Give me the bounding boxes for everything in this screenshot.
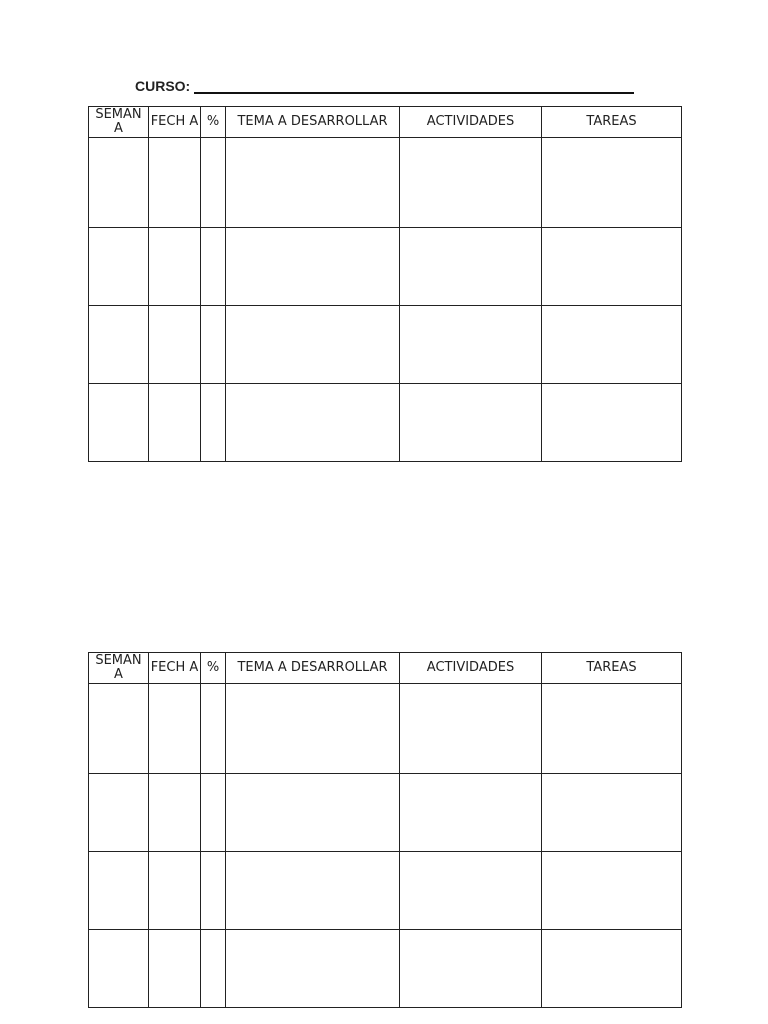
column-header-tareas: TAREAS: [542, 653, 682, 684]
cell-fecha[interactable]: [149, 774, 201, 852]
cell-actividades[interactable]: [400, 930, 542, 1008]
column-header-fecha: FECH A: [149, 107, 201, 138]
cell-actividades[interactable]: [400, 228, 542, 306]
column-header-semana: SEMAN A: [89, 107, 149, 138]
column-header-tema: TEMA A DESARROLLAR: [226, 107, 400, 138]
table-row: [89, 228, 682, 306]
cell-semana[interactable]: [89, 930, 149, 1008]
table-row: [89, 852, 682, 930]
cell-porcentaje[interactable]: [201, 138, 226, 228]
curso-label: CURSO:: [135, 78, 191, 94]
table-header-row: [89, 653, 682, 684]
cell-fecha[interactable]: [149, 306, 201, 384]
cell-porcentaje[interactable]: [201, 228, 226, 306]
cell-tema[interactable]: [226, 384, 400, 462]
cell-actividades[interactable]: [400, 138, 542, 228]
cell-fecha[interactable]: [149, 384, 201, 462]
curso-blank-line[interactable]: [194, 80, 634, 94]
cell-tareas[interactable]: [542, 684, 682, 774]
column-header-semana: SEMAN A: [89, 653, 149, 684]
table-row: [89, 930, 682, 1008]
cell-fecha[interactable]: [149, 930, 201, 1008]
cell-semana[interactable]: [89, 138, 149, 228]
cell-tareas[interactable]: [542, 852, 682, 930]
cell-actividades[interactable]: [400, 774, 542, 852]
cell-tareas[interactable]: [542, 138, 682, 228]
cell-porcentaje[interactable]: [201, 774, 226, 852]
table-row: [89, 138, 682, 228]
cell-porcentaje[interactable]: [201, 384, 226, 462]
column-header-actividades: ACTIVIDADES: [400, 107, 542, 138]
planning-table-2: [88, 652, 682, 1008]
cell-actividades[interactable]: [400, 684, 542, 774]
table-row: [89, 684, 682, 774]
column-header-porcentaje: %: [201, 107, 226, 138]
cell-tareas[interactable]: [542, 930, 682, 1008]
cell-tema[interactable]: [226, 930, 400, 1008]
table-header-row: [89, 107, 682, 138]
cell-tema[interactable]: [226, 774, 400, 852]
cell-fecha[interactable]: [149, 228, 201, 306]
cell-semana[interactable]: [89, 384, 149, 462]
cell-porcentaje[interactable]: [201, 306, 226, 384]
column-header-porcentaje: %: [201, 653, 226, 684]
cell-tema[interactable]: [226, 306, 400, 384]
cell-semana[interactable]: [89, 684, 149, 774]
cell-tema[interactable]: [226, 852, 400, 930]
cell-fecha[interactable]: [149, 138, 201, 228]
cell-semana[interactable]: [89, 228, 149, 306]
column-header-tema: TEMA A DESARROLLAR: [226, 653, 400, 684]
cell-actividades[interactable]: [400, 852, 542, 930]
cell-fecha[interactable]: [149, 852, 201, 930]
table-row: [89, 384, 682, 462]
table-row: [89, 306, 682, 384]
cell-actividades[interactable]: [400, 306, 542, 384]
cell-porcentaje[interactable]: [201, 852, 226, 930]
cell-fecha[interactable]: [149, 684, 201, 774]
cell-tareas[interactable]: [542, 306, 682, 384]
cell-tema[interactable]: [226, 684, 400, 774]
column-header-actividades: ACTIVIDADES: [400, 653, 542, 684]
cell-tareas[interactable]: [542, 228, 682, 306]
planning-table-1: [88, 106, 682, 462]
cell-porcentaje[interactable]: [201, 684, 226, 774]
cell-actividades[interactable]: [400, 384, 542, 462]
curso-field: [135, 78, 635, 94]
cell-tareas[interactable]: [542, 774, 682, 852]
cell-semana[interactable]: [89, 774, 149, 852]
cell-tema[interactable]: [226, 138, 400, 228]
column-header-fecha: FECH A: [149, 653, 201, 684]
cell-semana[interactable]: [89, 852, 149, 930]
cell-tema[interactable]: [226, 228, 400, 306]
column-header-tareas: TAREAS: [542, 107, 682, 138]
cell-semana[interactable]: [89, 306, 149, 384]
cell-tareas[interactable]: [542, 384, 682, 462]
cell-porcentaje[interactable]: [201, 930, 226, 1008]
table-row: [89, 774, 682, 852]
